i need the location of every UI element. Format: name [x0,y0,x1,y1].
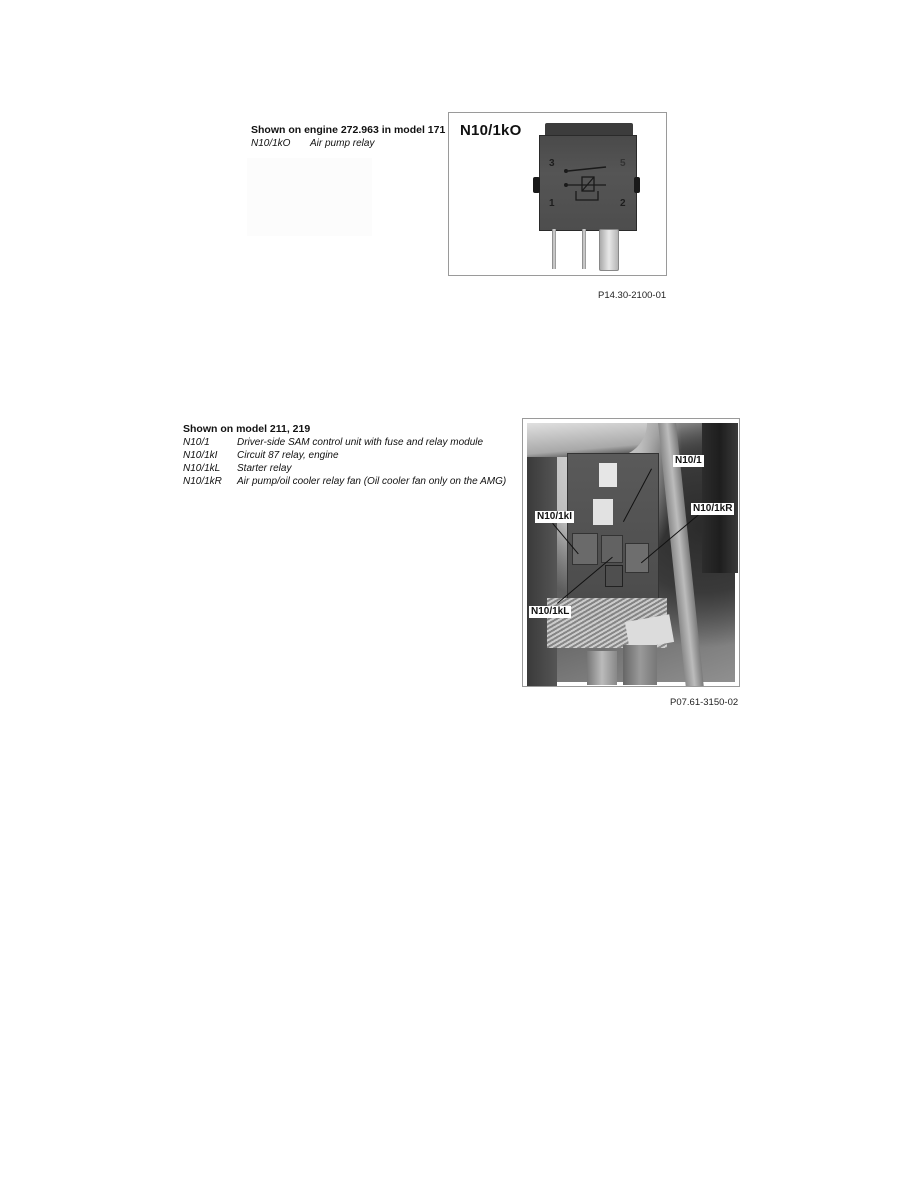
relay-body [539,135,637,231]
relay-figure-label: N10/1kO [460,122,522,139]
engine-bay-figure [522,418,740,687]
relay-side-tab-right [634,177,640,193]
engine-bay-photo [527,423,735,682]
hose [527,423,647,457]
legend-description: Driver-side SAM control unit with fuse and relay module [237,437,484,448]
callout-n10-1kl: N10/1kL [531,606,570,617]
legend-description: Air pump relay [310,138,375,149]
legend-code: N10/1kR [183,476,222,487]
section1-title: Shown on engine 272.963 in model 171 [251,124,446,136]
blank-placeholder [247,158,372,236]
legend-item [183,475,506,488]
legend-description: Circuit 87 relay, engine [237,450,339,461]
cavity [527,457,557,687]
section2-title: Shown on model 211, 219 [183,423,311,435]
legend-item [251,137,374,150]
figure-reference: P07.61-3150-02 [670,697,739,708]
legend-code: N10/1kL [183,463,221,474]
legend-code: N10/1kI [183,450,218,461]
relay [601,535,623,563]
connector [599,463,617,487]
terminal-3-label: 3 [549,158,555,169]
figure-reference: P14.30-2100-01 [598,290,667,301]
legend-description: Starter relay [237,463,292,474]
relay-figure [448,112,667,276]
clamp [587,651,617,685]
legend-code: N10/1kO [251,138,291,149]
relay-pin [552,229,556,269]
legend-item [183,449,339,462]
relay-schematic-icon [558,160,620,210]
legend-item [183,436,483,449]
relay-pin [582,229,586,269]
relay-kI [572,533,598,565]
relay-side-tab-left [533,177,540,193]
terminal-5-label: 5 [620,158,626,169]
relay-kL [605,565,623,587]
callout-n10-1: N10/1 [675,455,702,466]
connector [593,499,613,525]
callout-n10-1kr: N10/1kR [693,503,733,514]
callout-n10-1ki: N10/1kI [537,511,573,522]
terminal-1-label: 1 [549,198,555,209]
legend-code: N10/1 [183,437,210,448]
legend-item [183,462,291,475]
legend-description: Air pump/oil cooler relay fan (Oil cooler fan only on the AMG) [237,476,507,487]
clamp [623,645,657,685]
relay-pin-wide [599,229,619,271]
terminal-2-label: 2 [620,198,626,209]
dark-pipe [702,423,738,573]
